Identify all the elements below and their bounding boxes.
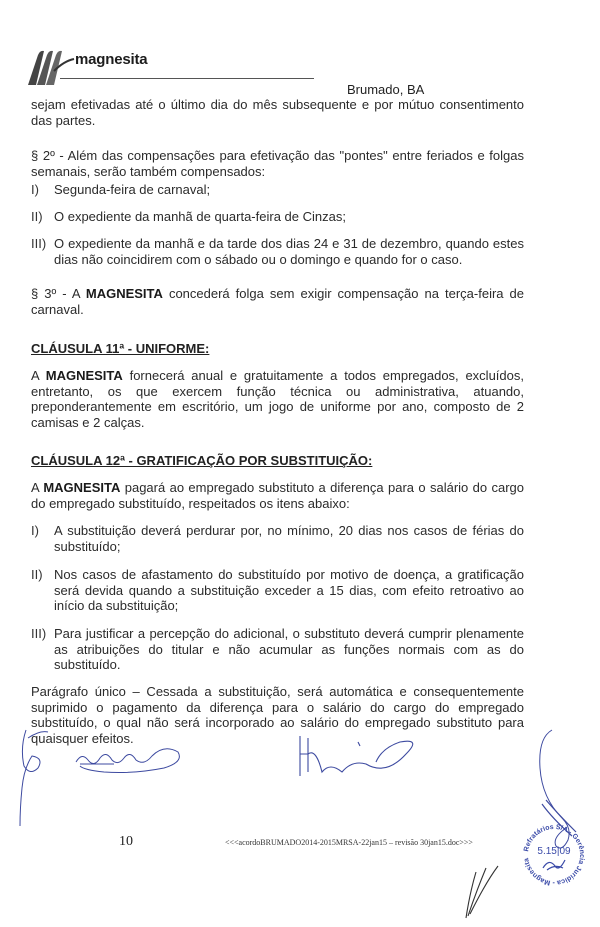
text-run: concederá folga sem exigir compensação na terça-feira de carnaval. [31, 286, 524, 317]
item-text: Para justificar a percepção do adicional, o substituto deverá cumprir plenamente as atribuições do titular e não acumular as funções normais com as do substituído. [54, 626, 524, 672]
item-text: Segunda-feira de carnaval; [54, 182, 211, 197]
magnesita-logo-icon [24, 47, 76, 87]
stamp-date: 5.15|09 [537, 846, 571, 857]
clause-11-body [31, 368, 524, 430]
clause-12-heading: CLÁUSULA 12ª - GRATIFICAÇÃO POR SUBSTITUIÇÃO: [31, 453, 373, 468]
list-item [31, 209, 524, 225]
stamp-ring-text: Refratários S/A - Gerência Jurídica - Magnesita [523, 823, 586, 887]
clause-11-heading: CLÁUSULA 11ª - UNIFORME: [31, 341, 210, 356]
item-number: II) [31, 567, 43, 582]
text-run: pagará ao empregado substituto a diferença para o salário do cargo do empregado substituído, respeitados os itens abaixo: [31, 480, 524, 511]
clause-12-intro [31, 480, 524, 511]
list-item [31, 182, 524, 198]
item-text: O expediente da manhã e da tarde dos dias 24 e 31 de dezembro, quando estes dias não coincidirem com o sábado ou o domingo e quando for o caso. [54, 236, 524, 267]
signature-2-icon [74, 738, 184, 778]
signature-3-icon [296, 732, 426, 782]
list-item [31, 567, 524, 614]
paragraph-2-intro: § 2º - Além das compensações para efetivação das "pontes" entre feriados e folgas semanais, serão também compensados: [31, 148, 524, 179]
city-label: Brumado, BA [347, 82, 425, 97]
logo-text: magnesita [75, 51, 148, 68]
sole-paragraph: Parágrafo único – Cessada a substituição, será automática e consequentemente suprimido o pagamento da diferença para o salário do cargo do empregado substituído, o qual não será incorporado ao salário do empregado substituto para quaisquer efeitos. [31, 684, 524, 746]
list-item [31, 626, 524, 673]
text-run: § 3º - A [31, 286, 86, 301]
item-text: A substituição deverá perdurar por, no mínimo, 20 dias nos casos de férias do substituído; [54, 523, 524, 554]
text-run: A [31, 368, 46, 383]
item-number: III) [31, 626, 47, 641]
text-run: fornecerá anual e gratuitamente a todos empregados, excluídos, entretanto, os que exercem função técnica ou administrativa, atuando, preponderantemente em escritório, um jogo de uniforme por ano, composto de 2 camisas e 2 calças. [31, 368, 524, 430]
item-number: II) [31, 209, 43, 224]
list-item [31, 236, 524, 267]
item-number: I) [31, 523, 39, 538]
text-run: A [31, 480, 44, 495]
item-text: Nos casos de afastamento do substituído por motivo de doença, a gratificação será devida quando a substituição exceder a 15 dias, com efeito retroativo ao início da substituição; [54, 567, 524, 613]
paragraph-3 [31, 286, 524, 317]
item-number: III) [31, 236, 47, 251]
legal-stamp-icon [519, 820, 589, 890]
company-name-bold: MAGNESITA [43, 480, 121, 495]
list-item [31, 523, 524, 554]
initials-icon [462, 862, 502, 922]
company-logo [24, 47, 294, 87]
company-name-bold: MAGNESITA [85, 286, 163, 301]
continuation-paragraph: sejam efetivadas até o último dia do mês subsequente e por mútuo consentimento das partes. [31, 97, 524, 128]
file-name-footer: <<<acordoBRUMADO2014-2015MRSA-22jan15 – revisão 30jan15.doc>>> [225, 838, 473, 847]
item-text: O expediente da manhã de quarta-feira de Cinzas; [54, 209, 346, 224]
signature-1-icon [18, 728, 58, 828]
header-rule [60, 78, 314, 79]
company-name-bold: MAGNESITA [45, 368, 123, 383]
page-number: 10 [119, 834, 133, 849]
item-number: I) [31, 182, 39, 197]
